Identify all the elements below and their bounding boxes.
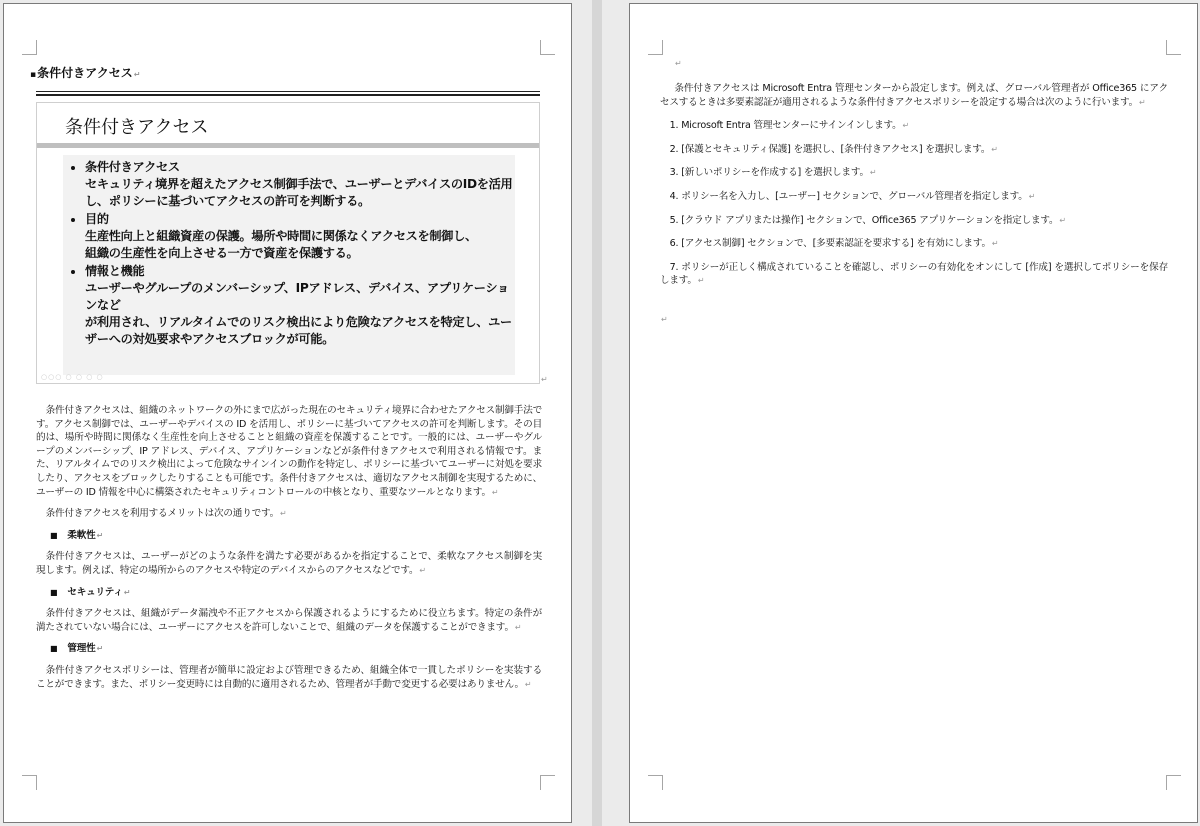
margin-corner-top-right	[1166, 40, 1181, 55]
paragraph-mark: ↵	[491, 487, 499, 497]
paragraph-text: 条件付きアクセスポリシーは、管理者が簡単に設定および管理できるため、組織全体で一貫したポリシーを実装することができます。また、ポリシー変更時には自動的に適用されるため、管理者が手動で変更する必要はありません。	[36, 664, 542, 690]
margin-corner-bottom-right	[1166, 775, 1181, 790]
square-bullet-icon: ■	[50, 644, 58, 654]
slide-bullet-line: し、ポリシーに基づいてアクセスの許可を判断する。	[85, 194, 370, 208]
square-bullet-icon: ■	[50, 530, 58, 540]
paragraph-mark: ↵	[541, 375, 548, 384]
paragraph-mark: ↵	[133, 70, 141, 79]
paragraph-mark: ↵	[280, 509, 287, 519]
page2-body[interactable]	[660, 82, 1168, 298]
bullet-heading-text: 柔軟性	[67, 529, 96, 541]
paragraph-mark: ↵	[1139, 97, 1146, 107]
slide-bullet-line: セキュリティ境界を超えたアクセス制御手法で、ユーザーとデバイスのIDを活用	[85, 177, 513, 191]
paragraph-mark: ↵	[514, 622, 522, 632]
body-paragraph	[36, 507, 542, 521]
margin-corner-top-left	[22, 40, 37, 55]
paragraph-mark: ↵	[1028, 191, 1036, 201]
paragraph-text: 条件付きアクセスは Microsoft Entra 管理センターから設定します。例えば、グローバル管理者が Office365 にアクセスするときは多要素認証が適用されるような条件付きアクセスポリシーを設定する場合は次のように行います。	[660, 83, 1168, 108]
page-gutter	[592, 0, 602, 826]
bullet-heading-text: セキュリティ	[67, 586, 123, 598]
paragraph-mark: ↵	[697, 276, 705, 286]
slide-faint-decoration: ○○○ ○ ○ ○ ○	[41, 373, 104, 381]
slide-title: 条件付きアクセス	[65, 117, 209, 138]
bullet-heading	[36, 586, 542, 600]
margin-corner-bottom-left	[22, 775, 37, 790]
step-text: 3. [新しいポリシーを作成する] を選択します。	[669, 167, 869, 179]
step-item	[660, 261, 1168, 288]
paragraph-mark: ↵	[675, 59, 682, 68]
bullet-heading	[36, 642, 542, 656]
slide-bullet-line: 組織の生産性を向上させる一方で資産を保護する。	[85, 246, 359, 260]
step-item	[660, 143, 1168, 157]
section-heading-text: 条件付きアクセス	[37, 66, 133, 80]
paragraph-mark: ↵	[96, 530, 104, 540]
step-item	[660, 190, 1168, 204]
page1-body[interactable]	[36, 404, 542, 699]
step-text: 5. [クラウド アプリまたは操作] セクションで、Office365 アプリケーションを指定します。	[669, 214, 1059, 226]
slide-bullet-line: 生産性向上と組織資産の保護。場所や時間に関係なくアクセスを制御し、	[85, 229, 477, 243]
paragraph-text: 条件付きアクセスを利用するメリットは次の通りです。	[45, 508, 279, 520]
margin-corner-top-left	[648, 40, 663, 55]
paragraph-mark: ↵	[902, 121, 909, 131]
step-text: 1. Microsoft Entra 管理センターにサインインします。	[669, 120, 902, 132]
paragraph-mark: ↵	[991, 144, 998, 154]
slide-bullet-title: • 目的	[85, 212, 109, 226]
slide-title-rule	[37, 143, 539, 148]
slide-bullet-line: ユーザーやグループのメンバーシップ、IPアドレス、デバイス、アプリケーションなど	[85, 281, 509, 312]
step-text: 6. [アクセス制御] セクションで、[多要素認証を要求する] を有効にします。	[669, 238, 991, 250]
heading-rule-thick	[36, 94, 540, 96]
paragraph-mark: ↵	[123, 587, 131, 597]
body-paragraph	[36, 550, 542, 577]
paragraph-mark: ↵	[419, 565, 426, 575]
paragraph-mark: ↵	[991, 239, 999, 249]
bullet-heading-text: 管理性	[67, 643, 96, 655]
slide-bullet	[85, 211, 515, 262]
step-item	[660, 119, 1168, 133]
bullet-heading	[36, 529, 542, 543]
heading-marker: ▪	[30, 70, 37, 80]
margin-corner-bottom-right	[540, 775, 555, 790]
paragraph-mark: ↵	[1059, 215, 1066, 225]
slide-bullet	[85, 159, 515, 210]
document-page-2[interactable]	[629, 3, 1198, 823]
body-paragraph	[36, 607, 542, 634]
section-heading[interactable]	[30, 64, 140, 81]
paragraph-mark: ↵	[869, 168, 877, 178]
slide-bullet	[85, 263, 515, 348]
paragraph-text: 条件付きアクセスは、組織がデータ漏洩や不正アクセスから保護されるようにするために役立ちます。特定の条件が満たされていない場合には、ユーザーにアクセスを許可しないことで、組織のデータを保護することができます。	[36, 608, 542, 633]
step-item	[660, 237, 1168, 251]
slide-bullet-line: が利用され、リアルタイムでのリスク検出により危険なアクセスを特定し、ユー	[85, 315, 512, 329]
step-text: 7. ポリシーが正しく構成されていることを確認し、ポリシーの有効化をオンにして [作成] を選択してポリシーを保存します。	[660, 261, 1168, 287]
slide-bullet-line: ザーへの対処要求やアクセスブロックが可能。	[85, 332, 335, 346]
paragraph-text: 条件付きアクセスは、組織のネットワークの外にまで広がった現在のセキュリティ境界に合わせたアクセス制御手法です。アクセス制御では、ユーザーやデバイスの ID を活用し、ポリシーに基づいてアクセスの許可を判断します。その目的は、場所や時間に関係なく生産性を向上させることと組織の資産を保護することです。一般的には、ユーザーやグループのメンバーシップ、IP アドレス、デバイス、アプリケーションなどが条件付きアクセスで利用される情報です。また、リアルタイムでのリスク検出によって危険なサインインの動作を特定し、ポリシーに基づいてユーザーに対処を要求したり、アクセスをブロックしたりすることも可能です。条件付きアクセスは、適切なアクセス制御を実現するために、ユーザーの ID 情報を中心に構築されたセキュリティコントロールの中核となり、重要なツールとなります。	[36, 405, 542, 498]
heading-rule-thin	[36, 91, 540, 92]
paragraph-mark: ↵	[524, 679, 532, 689]
step-text: 2. [保護とセキュリティ保護] を選択し、[条件付きアクセス] を選択します。	[669, 143, 991, 155]
paragraph-mark: ↵	[661, 315, 668, 324]
slide-bullet-title: • 情報と機能	[85, 264, 145, 278]
body-paragraph	[660, 82, 1168, 109]
step-item	[660, 166, 1168, 180]
paragraph-mark: ↵	[96, 644, 104, 654]
document-page-1[interactable]	[3, 3, 572, 823]
paragraph-text: 条件付きアクセスは、ユーザーがどのような条件を満たす必要があるかを指定することで、柔軟なアクセス制御を実現します。例えば、特定の場所からのアクセスや特定のデバイスからのアクセスなどです。	[36, 551, 542, 576]
slide-bullet-title: • 条件付きアクセス	[85, 160, 180, 174]
step-item	[660, 214, 1168, 228]
square-bullet-icon: ■	[50, 587, 58, 597]
step-text: 4. ポリシー名を入力し、[ユーザー] セクションで、グローバル管理者を指定します。	[669, 190, 1028, 202]
margin-corner-bottom-left	[648, 775, 663, 790]
body-paragraph	[36, 664, 542, 691]
margin-corner-top-right	[540, 40, 555, 55]
body-paragraph	[36, 404, 542, 499]
embedded-slide[interactable]	[36, 102, 540, 384]
slide-content	[63, 155, 515, 375]
